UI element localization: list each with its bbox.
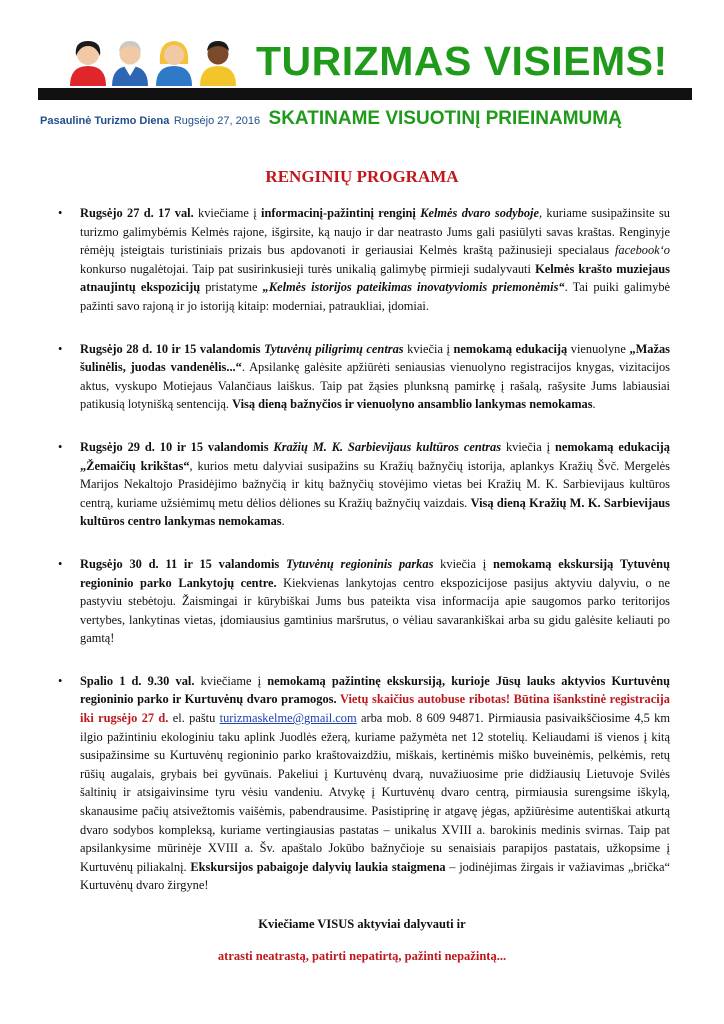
email-link[interactable]: turizmaskelme@gmail.com — [219, 711, 357, 726]
program-title: RENGINIŲ PROGRAMA — [265, 167, 459, 186]
bullet-icon: • — [58, 556, 63, 571]
man-grey-hair-icon — [112, 41, 148, 86]
program-item-1: • Rugsėjo 27 d. 17 val. kviečiame į informacinį-pažintinį renginį Kelmės dvaro sodyboje, kuriame susipažinsite su turizmo galimybėmis Kelmės rajone, išgirsite, ką naujo ir dar neatrasto Jums gali pasiūlyti savas kraštas. Renginyje rėmėjų įsteigtais turistiniais prizais bus apdovanoti ir geriausiai Kelmės kraštą pažinusieji specialaus facebook‘o konkurso nugalėtojai. Taip pat susirinkusieji turės unikalią galimybę pirmieji sudalyvauti Kelmės krašto muziejaus atnaujintų ekspozicijų pristatyme „Kelmės istorijos pateikimas inovatyviomis priemonėmis“. Tai puiki galimybė pažinti savo rajoną ir jo istoriją kitaip: moderniai, patraukliai, įdomiai. — [58, 206, 671, 313]
program-item-4: • Rugsėjo 30 d. 11 ir 15 valandomis Tytuvėnų regioninis parkas kviečia į nemokamą ekskursiją Tytuvėnų regioninio parko Lankytojų centre. Kiekvienas lankytojas centro ekspozicijose pasijus aktyviu dalyviu, o ne pastyviu stebėtoju. Žaismingai ir kūrybiškai Jums bus pateikta visa informacija apie saugomos parko teritorijos vertybes, lankytinas vietas, įdomiausius gamtinius maršrutus, o vėliau savarankiškai arba su gidu galėsite keliauti po gamtą! — [58, 556, 670, 646]
bullet-icon: • — [58, 206, 63, 220]
woman-blonde-icon — [156, 41, 192, 86]
people-icons — [66, 36, 242, 86]
event-subline — [40, 108, 622, 130]
program-item-5: • Spalio 1 d. 9.30 val. kviečiame į nemokamą pažintinę ekskursiją, kurioje Jūsų lauks aktyvios Kurtuvėnų regioninio parko ir Kurtuvėnų dvaro pramogos. Vietų skaičius autobuse ribotas! Būtina išankstinė registracija iki rugsėjo 27 d. el. paštu turizmaskelme@gmail.com arba mob. 8 609 94871. Pirmiausia pasivaikščiosime 4,5 km ilgio pažintiniu ekologiniu taku aplink Juodlės ežerą, kuriame pažymėta net 12 stotelių. Keliaudami iš vienos į kitą susipažinsime su Kurtuvėnų regioninio parko kraštovaizdžiu, miškais, kertinėmis miško buveinėmis, pelkėmis, retų rūšių augalais, grybais bei gyvūnais. Pakeliui į Kurtuvėnų dvarą, nuvažiuosime prie didžiausių Lietuvoje Svilės šaltinių ir atsigaivinsime tyru vėsiu vandeniu. Atvykę į Kurtuvėnų dvaro centrą, pirmiausia surengsime iškylą, skanausime pačių atsivežtomis vaišėmis, pabendrausime. Pasistiprinę ir atgavę jėgas, apžiūrėsime autentiškai atkurtą dvaro sodybos kompleksą, kuriame vertingiausias pastatas – unikalus XVIII a. barokinis medinis svirnas. Taip pat apsilankysime mūrinėje XVIII a. Šv. apaštalo Jokūbo bažnyčioje su senaisiais parapijos pastatais, užkopsime į Kurtuvėnų piliakalnį. Ekskursijos pabaigoje dalyvių laukia staigmena – jodinėjimas žirgais ir važiavimas „brička“ Kurtuvėnų dvaro žirgyne! — [58, 673, 670, 893]
slogan: SKATINAME VISUOTINĮ PRIEINAMUMĄ — [268, 108, 622, 129]
header — [0, 0, 724, 140]
bullet-icon: • — [58, 439, 63, 454]
closing-line-1: Kviečiame VISUS aktyviai dalyvauti ir — [258, 917, 466, 931]
program-item-2: • Rugsėjo 28 d. 10 ir 15 valandomis Tytuvėnų piligrimų centras kviečia į nemokamą edukaciją vienuolyne „Mažas šulinėlis, juodas vandenėlis...“. Apsilankę galėsite apžiūrėti seniausias vienuolyno registracijos knygas, vizitacijos aktus, vyskupo Motiejaus Valančiaus laiškus. Taip pat žąsies plunksną pamirkę į rašalą, rašysite Jums labiausiai patikusią lotynišką sentenciją. Visą dieną bažnyčios ir vienuolyno ansamblio lankymas nemokamas. — [58, 341, 671, 412]
header-divider-bar — [38, 88, 692, 100]
closing-line-2: atrasti neatrastą, patirti nepatirtą, pažinti nepažintą... — [217, 949, 507, 963]
world-tourism-day: Pasaulinė Turizmo Diena — [40, 115, 170, 127]
main-title: TURIZMAS VISIEMS! — [256, 38, 668, 84]
man-dark-icon — [200, 41, 236, 86]
program-list — [58, 204, 670, 895]
event-date: Rugsėjo 27, 2016 — [173, 115, 261, 127]
woman-red-icon — [70, 41, 106, 86]
program-item-3: • Rugsėjo 29 d. 10 ir 15 valandomis Kražių M. K. Sarbievijaus kultūros centras kviečia į nemokamą edukaciją „Žemaičių krikštas“, kurios metu dalyviai susipažins su Kražių bažnyčių istorija, aplankys Kražių Švč. Mergelės Marijos Nekaltojo Prasidėjimo bažnyčią ir kitų bažnyčių stovėjimo vietas bei Kražių M. K. Sarbievijaus kultūros centrą, kuriame užsiėmimų metu dėlios dėliones su Kražių bažnyčių vaizdais. Visą dieną Kražių M. K. Sarbievijaus kultūros centro lankymas nemokamas. — [58, 439, 671, 529]
bullet-icon: • — [58, 673, 63, 688]
bullet-icon: • — [58, 341, 63, 356]
